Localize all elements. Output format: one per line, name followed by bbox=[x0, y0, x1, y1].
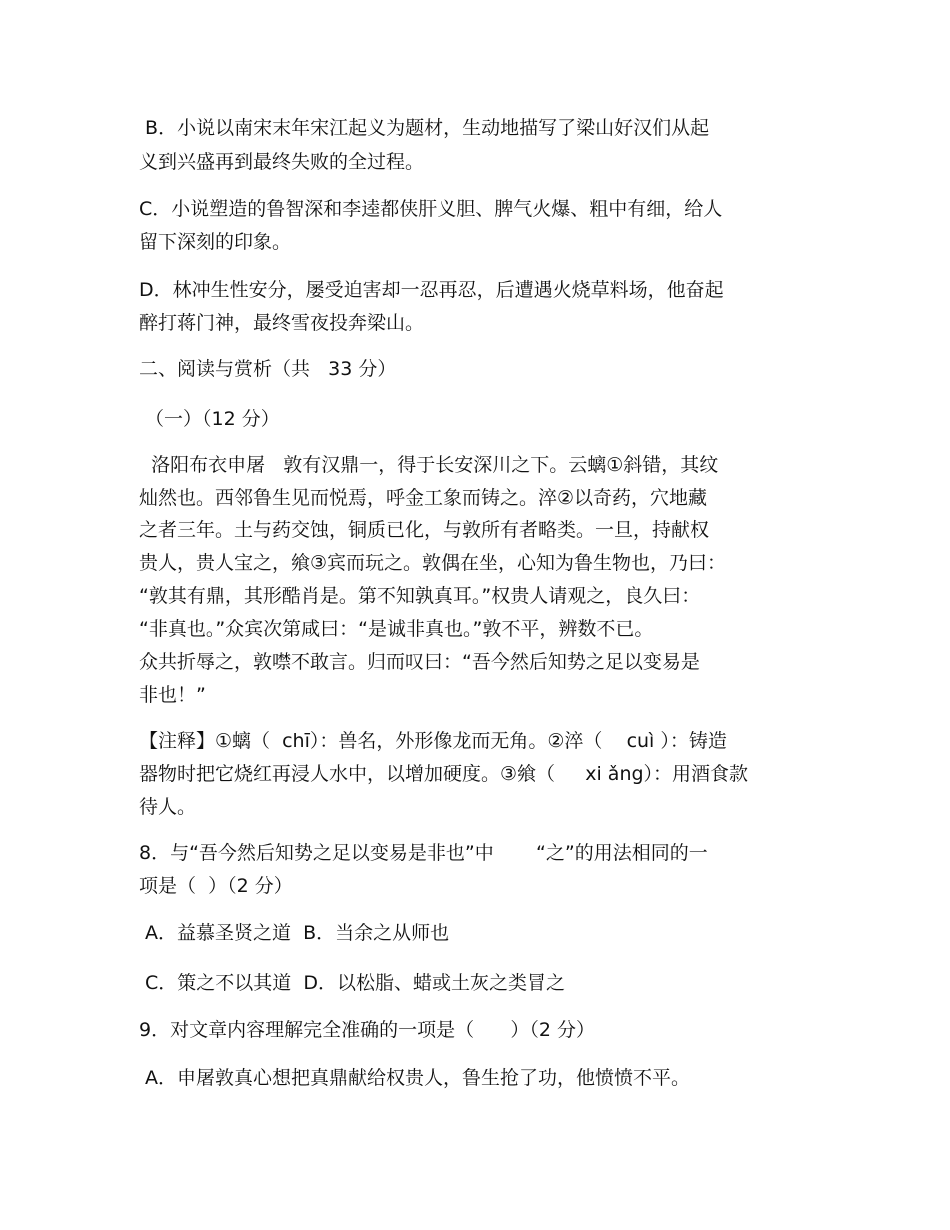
subsection-heading: （一）（12 分） bbox=[139, 408, 280, 430]
passage-line: “非真也。”众宾次第咸曰：“是诚非真也。”敦不平，辨数不已。 bbox=[139, 618, 654, 640]
q8-options-ab: A．益慕圣贤之道 B．当余之从师也 bbox=[139, 922, 450, 944]
question-8-line-1: 8．与“吾今然后知势之足以变易是非也”中 “之”的用法相同的一 bbox=[139, 842, 708, 864]
passage-line: 灿然也。西邻鲁生见而悦焉，呼金工象而铸之。淬②以奇药，穴地藏 bbox=[139, 487, 708, 509]
passage-line: 贵人，贵人宝之，飨③宾而玩之。敦偶在坐，心知为鲁生物也，乃曰： bbox=[139, 552, 727, 574]
option-b-line-2: 义到兴盛再到最终失败的全过程。 bbox=[139, 151, 425, 173]
option-c-line-2: 留下深刻的印象。 bbox=[139, 231, 292, 253]
passage-line: 非也！” bbox=[139, 684, 206, 706]
question-9: 9．对文章内容理解完全准确的一项是（ ）（2 分） bbox=[139, 1019, 595, 1041]
passage-line: 之者三年。土与药交蚀，铜质已化，与敦所有者略类。一旦，持献权 bbox=[139, 519, 710, 541]
option-d-line-2: 醉打蒋门神，最终雪夜投奔梁山。 bbox=[139, 312, 425, 334]
passage-line: 洛阳布衣申屠 敦有汉鼎一，得于长安深川之下。云螭①斜错，其纹 bbox=[139, 454, 719, 476]
question-8-line-2: 项是（ ）（2 分） bbox=[139, 875, 293, 897]
notes-line: 器物时把它烧红再浸人水中，以增加硬度。③飨（ xi ǎng）：用酒食款 bbox=[139, 763, 749, 785]
notes-line: 【注释】①螭（ chī）：兽名，外形像龙而无角。②淬（ cuì ）：铸造 bbox=[139, 730, 727, 752]
notes-line: 待人。 bbox=[139, 796, 197, 818]
option-c-line-1: C．小说塑造的鲁智深和李逵都侠肝义胆、脾气火爆、粗中有细，给人 bbox=[139, 198, 723, 220]
q9-option-a: A．申屠敦真心想把真鼎献给权贵人，鲁生抢了功，他愤愤不平。 bbox=[139, 1067, 691, 1089]
option-b-line-1: B．小说以南宋末年宋江起义为题材，生动地描写了梁山好汉们从起 bbox=[139, 117, 710, 139]
passage-line: “敦其有鼎，其形酷肖是。第不知孰真耳。”权贵人请观之，良久曰： bbox=[139, 585, 701, 607]
q8-options-cd: C．策之不以其道 D．以松脂、蜡或土灰之类冒之 bbox=[139, 972, 566, 994]
passage-line: 众共折辱之，敦噤不敢言。归而叹曰：“吾今然后知势之足以变易是 bbox=[139, 651, 700, 673]
option-d-line-1: D．林冲生性安分，屡受迫害却一忍再忍，后遭遇火烧草料场，他奋起 bbox=[139, 279, 724, 301]
section-heading: 二、阅读与赏析（共 33 分） bbox=[139, 358, 397, 380]
